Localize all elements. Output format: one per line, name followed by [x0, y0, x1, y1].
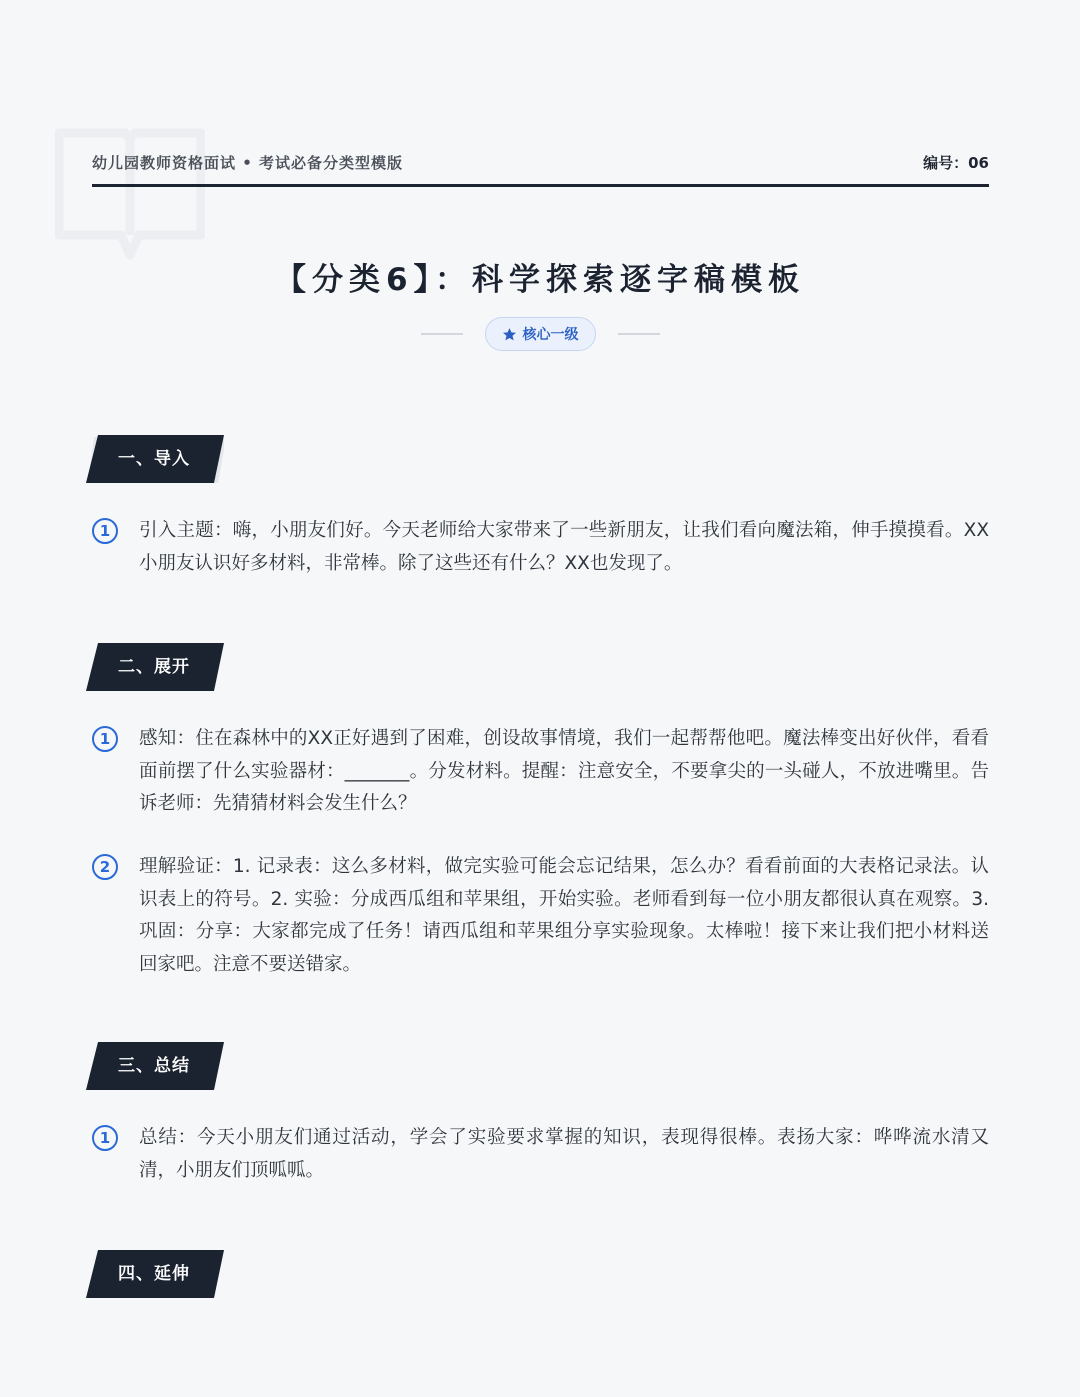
- badge-row: [0, 316, 1080, 352]
- section-header: [86, 1250, 224, 1298]
- document-number: 编号：06: [923, 154, 989, 172]
- section-header: [86, 1042, 224, 1090]
- list-item: [92, 851, 989, 981]
- level-badge: [485, 317, 596, 351]
- section-header: [86, 435, 224, 483]
- item-number: 1: [92, 518, 118, 544]
- list-item: [92, 723, 989, 821]
- page-header: [92, 152, 989, 188]
- item-text: 引入主题：嗨，小朋友们好。今天老师给大家带来了一些新朋友，让我们看向魔法箱，伸手摸摸看。XX小朋友认识好多材料，非常棒。除了这些还有什么？XX也发现了。: [139, 520, 989, 574]
- section-title: 二、展开: [118, 657, 190, 677]
- badge-label: 核心一级: [522, 327, 579, 343]
- star-icon: [502, 327, 517, 342]
- item-number: 1: [92, 726, 118, 752]
- list-item: [92, 515, 989, 580]
- item-number: 2: [92, 854, 118, 880]
- list-item: [92, 1122, 989, 1187]
- item-text: 理解验证：1. 记录表：这么多材料，做完实验可能会忘记结果，怎么办？看看前面的大表格记录法。认识表上的符号。2. 实验：分成西瓜组和苹果组，开始实验。老师看到每一位小朋友都很认真在观察。3. 巩固：分享：大家都完成了任务！请西瓜组和苹果组分享实验现象。太棒啦！接下来让我们把小材料送回家吧。注意不要送错家。: [139, 856, 989, 975]
- item-text: 感知：住在森林中的XX正好遇到了困难，创设故事情境，我们一起帮帮他吧。魔法棒变出好伙伴，看看面前摆了什么实验器材：_______。分发材料。提醒：注意安全，不要拿尖的一头碰人，不放进嘴里。告诉老师：先猜猜材料会发生什么？: [139, 728, 989, 814]
- badge-divider-left: [421, 333, 463, 335]
- section-title: 四、延伸: [118, 1264, 190, 1284]
- section-title: 三、总结: [118, 1056, 190, 1076]
- page-title: 【分类6】：科学探索逐字稿模板: [274, 262, 806, 298]
- header-divider: [92, 184, 989, 187]
- section-header: [86, 643, 224, 691]
- badge-divider-right: [618, 333, 660, 335]
- item-text: 总结：今天小朋友们通过活动，学会了实验要求掌握的知识，表现得很棒。表扬大家：哗哗流水清又清，小朋友们顶呱呱。: [139, 1127, 989, 1181]
- book-watermark-icon: [55, 125, 205, 260]
- header-subtitle: 幼儿园教师资格面试 • 考试必备分类型模版: [92, 154, 404, 172]
- section-title: 一、导入: [118, 449, 190, 469]
- item-number: 1: [92, 1125, 118, 1151]
